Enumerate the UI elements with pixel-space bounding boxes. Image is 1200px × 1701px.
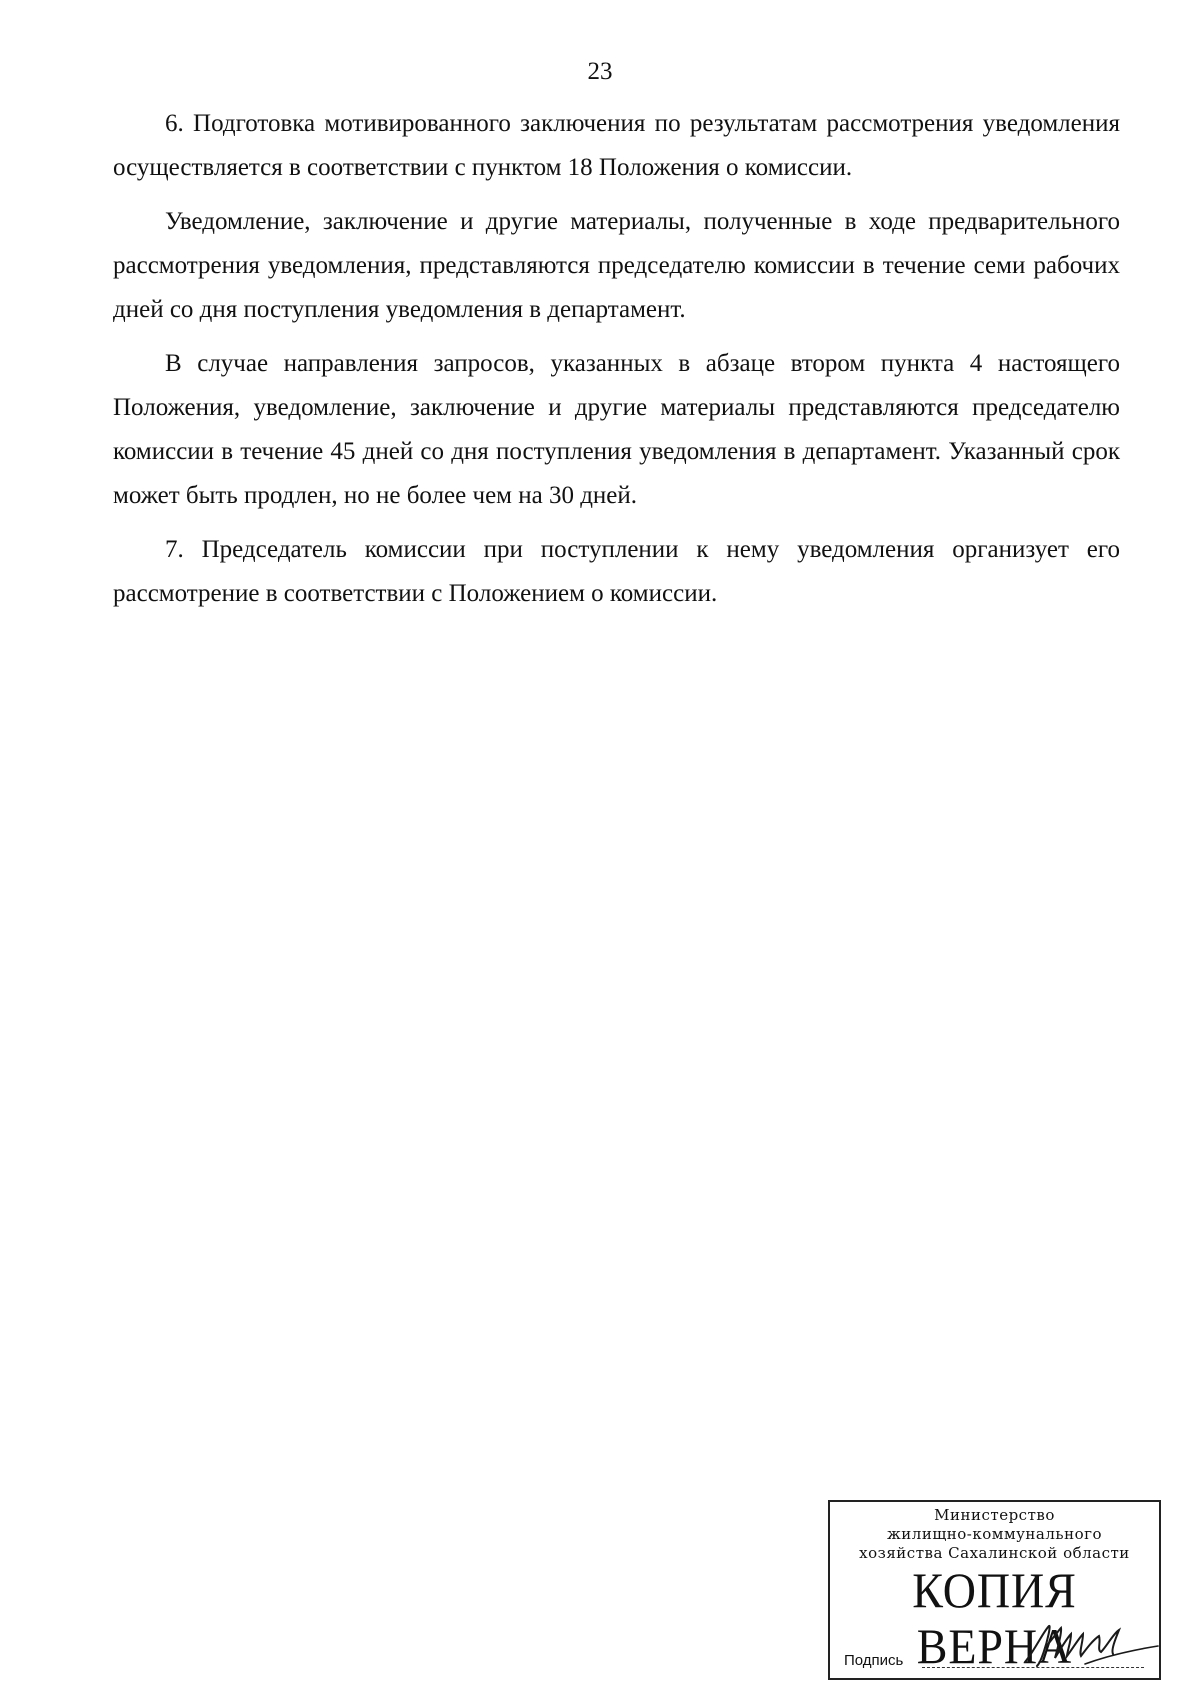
paragraph-3: В случае направления запросов, указанных в абзаце втором пункта 4 настоящего Положения, уведомление, заключение и другие материалы представляются председателю комиссии в течение 45 дней со дня поступления уведомления в департамент. Указанный срок может быть продлен, но не более чем на 30 дней. [113, 350, 1120, 509]
stamp-organization [830, 1506, 1159, 1563]
paragraph-1: 6. Подготовка мотивированного заключения по результатам рассмотрения уведомления осуществляется в соответствии с пунктом 18 Положения о комиссии. [113, 110, 1120, 181]
stamp-org-line-1: Министерство [934, 1506, 1055, 1524]
paragraph-4: 7. Председатель комиссии при поступлении к нему уведомления организует его рассмотрение в соответствии с Положением о комиссии. [113, 536, 1120, 607]
certified-copy-stamp [828, 1500, 1161, 1680]
stamp-org-line-2: жилищно-коммунального [887, 1525, 1102, 1543]
document-body [113, 102, 1120, 626]
stamp-org-line-3: хозяйства Сахалинской области [859, 1544, 1130, 1562]
paragraph-2: Уведомление, заключение и другие материалы, полученные в ходе предварительного рассмотрения уведомления, представляются председателю комиссии в течение семи рабочих дней со дня поступления уведомления в департамент. [113, 208, 1120, 323]
page-number: 23 [587, 58, 613, 85]
stamp-signature-label: Подпись [844, 1652, 904, 1669]
handwritten-signature-icon [1015, 1620, 1160, 1672]
stamp-title: КОПИЯ ВЕРНА [912, 1562, 1077, 1674]
